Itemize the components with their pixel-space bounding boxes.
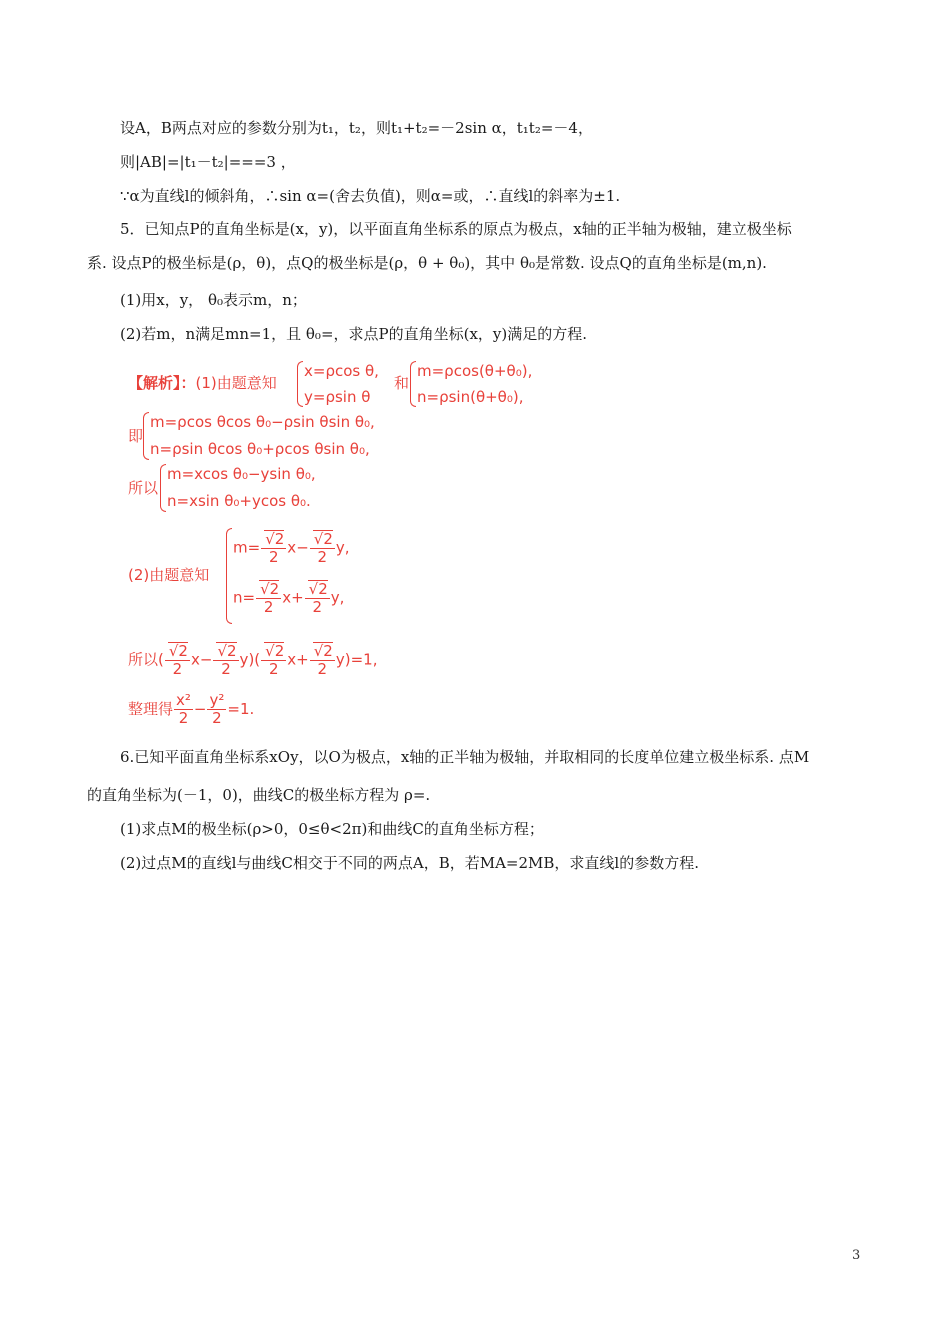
suoyi-label: 所以: [128, 479, 159, 497]
text-line: ∵α为直线l的倾斜角，∴sin α=(舍去负值)，则α=或，∴直线l的斜率为±1.: [120, 187, 621, 205]
equation: m=ρcos θcos θ₀−ρsin θsin θ₀,: [150, 413, 375, 431]
part-2-label: (2)由题意知: [128, 566, 210, 584]
equation: n=ρsin θcos θ₀+ρcos θsin θ₀,: [150, 440, 370, 458]
equation: x=ρcos θ,: [304, 362, 379, 380]
solution-header: 【解析】：(1)由题意知: [128, 374, 277, 392]
equation-n: n= $\frac{√2}{2}$ x+ $\frac{√2}{2}$ y,: [233, 580, 345, 616]
equation: y=ρsin θ: [304, 388, 371, 406]
brace: [410, 361, 416, 407]
question-6-part-1: (1)求点M的极坐标(ρ>0，0≤θ<2π)和曲线C的直角坐标方程；: [120, 820, 544, 838]
brace: [160, 464, 166, 512]
brace: [226, 528, 232, 624]
brace: [297, 361, 303, 407]
equation-m: m= $\frac{√2}{2}$ x− $\frac{√2}{2}$ y,: [233, 530, 350, 566]
text-line: 则|AB|=|t₁－t₂|===3 ，: [120, 153, 296, 171]
equation: n=xsin θ₀+ycos θ₀.: [167, 492, 311, 510]
equation: n=ρsin(θ+θ₀),: [417, 388, 524, 406]
question-5-line: 5．已知点P的直角坐标是(x，y)，以平面直角坐标系的原点为极点，x轴的正半轴为极轴，建立极坐标: [120, 220, 792, 238]
equation-final: 整理得 $\frac{\text{x²}}{2}$ − $\frac{\text{y²}}{2}$ =1.: [128, 691, 255, 727]
question-6-part-2: (2)过点M的直线l与曲线C相交于不同的两点A，B，若MA=2MB，求直线l的参数方程.: [120, 854, 699, 872]
equation: m=xcos θ₀−ysin θ₀,: [167, 465, 316, 483]
text-line: 设A，B两点对应的参数分别为t₁，t₂，则t₁+t₂=－2sin α，t₁t₂=－4，: [120, 119, 593, 137]
brace: [143, 412, 149, 460]
question-6-line: 6.已知平面直角坐标系xOy，以O为极点，x轴的正半轴为极轴，并取相同的长度单位建立极坐标系. 点M: [120, 748, 810, 766]
equation: m=ρcos(θ+θ₀),: [417, 362, 533, 380]
and-label: 和: [394, 374, 410, 392]
equation-product: 所以( $\frac{√2}{2}$ x− $\frac{√2}{2}$ y)( $\frac{√2}{2}$ x+ $\frac{√2}{2}$ y)=1,: [128, 642, 378, 678]
page-number: 3: [852, 1248, 861, 1263]
question-6-line: 的直角坐标为(－1，0)，曲线C的极坐标方程为 ρ=.: [87, 786, 431, 804]
ji-label: 即: [128, 427, 144, 445]
question-5-part-1: (1)用x，y， θ₀表示m，n；: [120, 291, 307, 309]
question-5-part-2: (2)若m，n满足mn=1，且 θ₀=，求点P的直角坐标(x，y)满足的方程.: [120, 325, 588, 343]
question-5-line: 系. 设点P的极坐标是(ρ，θ)，点Q的极坐标是(ρ，θ + θ₀)，其中 θ₀是常数. 设点Q的直角坐标是(m,n).: [87, 254, 767, 272]
